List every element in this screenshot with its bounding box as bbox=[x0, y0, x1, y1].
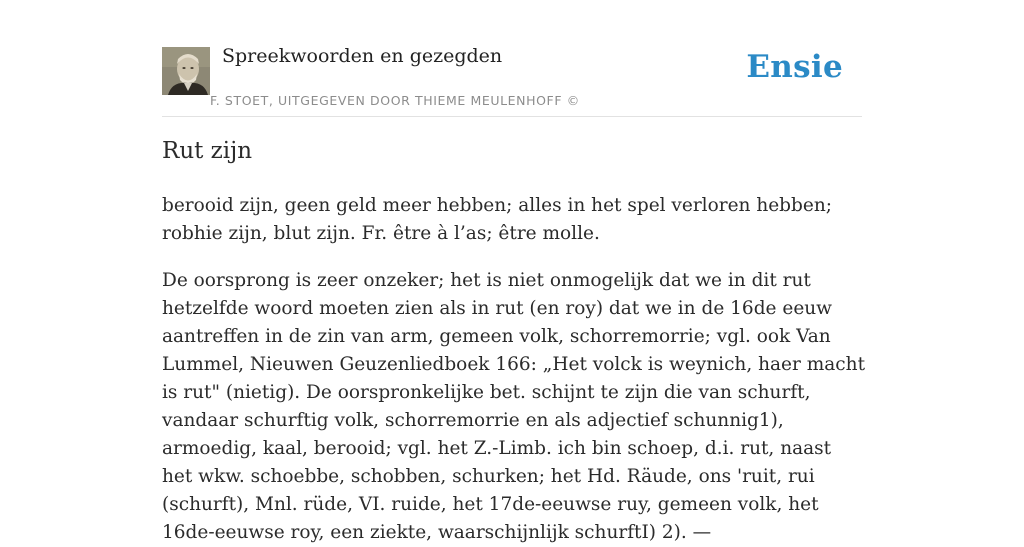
page-header bbox=[162, 0, 862, 117]
author-portrait-icon bbox=[162, 47, 210, 95]
etymology-paragraph: De oorsprong is zeer onzeker; het is niet onmogelijk dat we in dit rut hetzelfde woord moeten zien als in rut (en roy) dat we in de 16de eeuw aantreffen in de zin van arm, gemeen volk, schorremorrie; vgl. ook Van Lummel, Nieuwen Geuzenliedboek 166: „Het volck is weynich, haer macht is rut" (nietig). De oorspronkelijke bet. schijnt te zijn die van schurft, vandaar schurftig volk, schorremorrie en als adjectief schunnig1), armoedig, kaal, berooid; vgl. het Z.-Limb. ich bin schoep, d.i. rut, naast het wkw. schoebbe, schobben, schurken; het Hd. Räude, ons 'ruit, rui (schurft), Mnl. rüde, VI. ruide, het 17de-eeuwse ruy, gemeen volk, het 16de-eeuwse roy, een ziekte, waarschijnlijk schurftI) 2). — bbox=[162, 270, 866, 543]
page-container bbox=[162, 0, 866, 543]
book-title[interactable]: Spreekwoorden en gezegden bbox=[222, 45, 503, 67]
ensie-logo[interactable]: Ensie bbox=[746, 49, 843, 85]
author-publisher-line: F. STOET, UITGEGEVEN DOOR THIEME MEULENHOFF © bbox=[210, 93, 580, 108]
definition-paragraph: berooid zijn, geen geld meer hebben; alles in het spel verloren hebben; robhie zijn, blut zijn. Fr. être à l’as; être molle. bbox=[162, 195, 832, 244]
entry-title: Rut zijn bbox=[162, 138, 253, 164]
author-avatar[interactable] bbox=[162, 47, 210, 95]
